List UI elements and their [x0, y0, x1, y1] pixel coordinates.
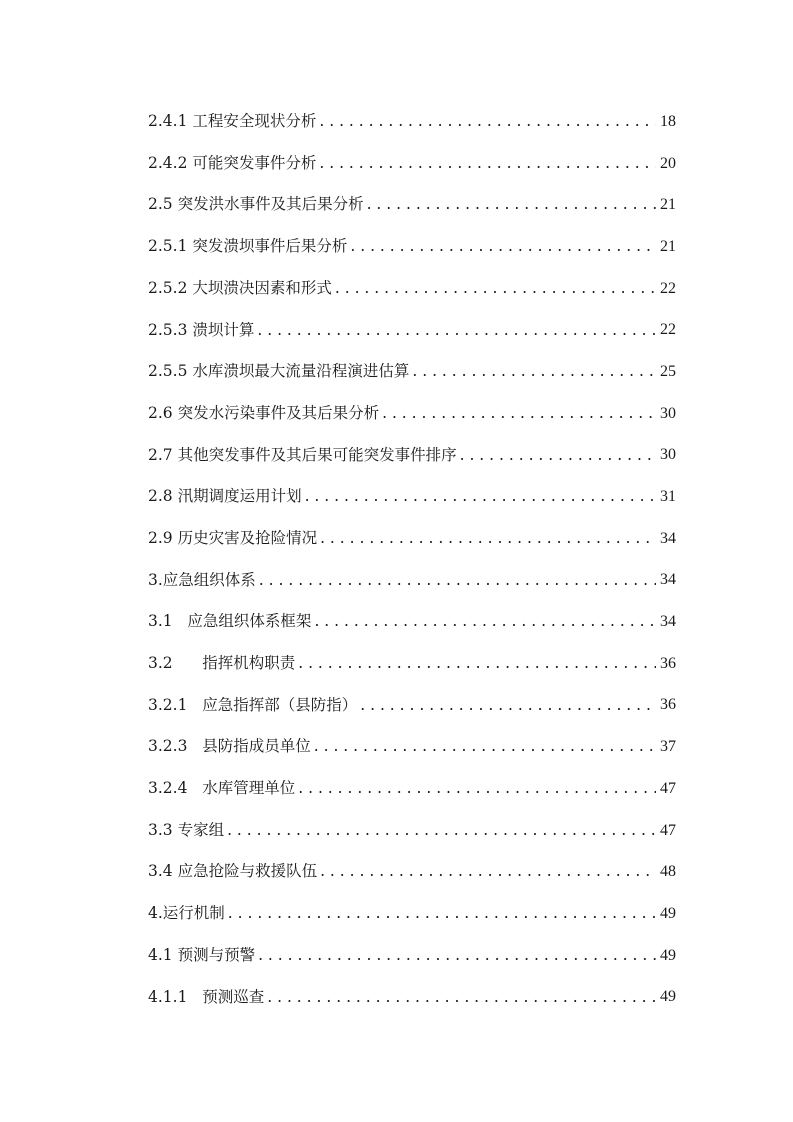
- toc-entry[interactable]: [148, 101, 676, 143]
- toc-dot-leader: [379, 406, 656, 422]
- toc-entry[interactable]: [148, 851, 676, 893]
- toc-entry[interactable]: [148, 685, 676, 727]
- toc-entry-title: 3.1 应急组织体系框架: [148, 612, 312, 631]
- toc-entry-page: 49: [660, 946, 676, 964]
- toc-entry-title: 2.9 历史灾害及抢险情况: [148, 528, 318, 547]
- toc-entry-title: 2.5 突发洪水事件及其后果分析: [148, 195, 364, 214]
- toc-dot-leader: [317, 531, 656, 547]
- toc-entry-title: 2.5.1 突发溃坝事件后果分析: [148, 237, 348, 256]
- toc-dot-leader: [364, 197, 656, 213]
- toc-entry-page: 30: [660, 404, 676, 422]
- toc-entry[interactable]: [148, 226, 676, 268]
- toc-entry[interactable]: [148, 393, 676, 435]
- toc-entry-page: 48: [660, 863, 676, 881]
- toc-entry[interactable]: [148, 935, 676, 977]
- toc-entry-page: 22: [660, 321, 676, 339]
- toc-entry-title: 3.4 应急抢险与救援队伍: [148, 862, 318, 881]
- toc-entry[interactable]: [148, 518, 676, 560]
- toc-dot-leader: [295, 656, 656, 672]
- toc-entry-page: 22: [660, 279, 676, 297]
- toc-entry[interactable]: [148, 560, 676, 602]
- toc-dot-leader: [347, 239, 656, 255]
- toc-dot-leader: [316, 156, 656, 172]
- toc-dot-leader: [302, 489, 656, 505]
- toc-entry[interactable]: [148, 768, 676, 810]
- toc-entry[interactable]: [148, 143, 676, 185]
- toc-entry-title: 2.8 汛期调度运用计划: [148, 487, 302, 506]
- toc-entry-page: 34: [660, 529, 676, 547]
- toc-dot-leader: [254, 323, 656, 339]
- toc-entry-page: 18: [660, 112, 676, 130]
- table-of-contents: [148, 101, 676, 1018]
- toc-entry[interactable]: [148, 601, 676, 643]
- toc-entry-page: 25: [660, 362, 676, 380]
- toc-dot-leader: [264, 990, 656, 1006]
- toc-entry[interactable]: [148, 976, 676, 1018]
- toc-entry-page: 49: [660, 988, 676, 1006]
- toc-entry-page: 49: [660, 904, 676, 922]
- toc-dot-leader: [295, 781, 656, 797]
- toc-entry-title: 3.2.1 应急指挥部（县防指）: [148, 695, 358, 714]
- toc-entry-title: 3.应急组织体系: [148, 570, 256, 589]
- toc-entry-page: 21: [660, 237, 676, 255]
- toc-entry-page: 21: [660, 196, 676, 214]
- toc-entry-page: 47: [660, 821, 676, 839]
- toc-entry-title: 2.5.3 溃坝计算: [148, 320, 255, 339]
- toc-entry-title: 3.2 指挥机构职责: [148, 654, 296, 673]
- toc-entry-page: 36: [660, 654, 676, 672]
- toc-entry-title: 2.5.2 大坝溃决因素和形式: [148, 278, 332, 297]
- toc-entry-title: 2.6 突发水污染事件及其后果分析: [148, 403, 380, 422]
- toc-entry-page: 31: [660, 488, 676, 506]
- toc-entry-page: 30: [660, 446, 676, 464]
- toc-entry[interactable]: [148, 476, 676, 518]
- toc-dot-leader: [255, 948, 656, 964]
- toc-entry[interactable]: [148, 643, 676, 685]
- toc-entry-page: 37: [660, 738, 676, 756]
- toc-dot-leader: [357, 698, 656, 714]
- toc-entry[interactable]: [148, 184, 676, 226]
- toc-entry-page: 34: [660, 571, 676, 589]
- toc-entry-title: 4.1.1 预测巡查: [148, 987, 265, 1006]
- toc-dot-leader: [256, 573, 656, 589]
- toc-entry-title: 3.2.3 县防指成员单位: [148, 737, 311, 756]
- toc-entry-page: 20: [660, 154, 676, 172]
- toc-entry-title: 2.7 其他突发事件及其后果可能突发事件排序: [148, 445, 457, 464]
- toc-entry-page: 34: [660, 613, 676, 631]
- toc-dot-leader: [225, 906, 656, 922]
- toc-entry-title: 3.2.4 水库管理单位: [148, 779, 296, 798]
- toc-entry[interactable]: [148, 351, 676, 393]
- toc-entry-title: 3.3 专家组: [148, 820, 225, 839]
- toc-dot-leader: [332, 281, 656, 297]
- toc-dot-leader: [317, 864, 656, 880]
- toc-entry-title: 4.1 预测与预警: [148, 945, 256, 964]
- toc-entry-title: 2.4.2 可能突发事件分析: [148, 153, 317, 172]
- toc-entry[interactable]: [148, 309, 676, 351]
- toc-entry-title: 2.4.1 工程安全现状分析: [148, 112, 317, 131]
- toc-entry[interactable]: [148, 810, 676, 852]
- toc-entry[interactable]: [148, 268, 676, 310]
- toc-entry[interactable]: [148, 435, 676, 477]
- toc-entry-title: 4.运行机制: [148, 904, 225, 923]
- toc-dot-leader: [457, 448, 656, 464]
- toc-entry-title: 2.5.5 水库溃坝最大流量沿程演进估算: [148, 362, 410, 381]
- toc-entry-page: 47: [660, 779, 676, 797]
- toc-entry-page: 36: [660, 696, 676, 714]
- toc-dot-leader: [409, 364, 656, 380]
- toc-dot-leader: [224, 823, 656, 839]
- toc-dot-leader: [316, 114, 656, 130]
- toc-dot-leader: [311, 614, 656, 630]
- toc-entry[interactable]: [148, 893, 676, 935]
- toc-dot-leader: [311, 739, 656, 755]
- toc-entry[interactable]: [148, 726, 676, 768]
